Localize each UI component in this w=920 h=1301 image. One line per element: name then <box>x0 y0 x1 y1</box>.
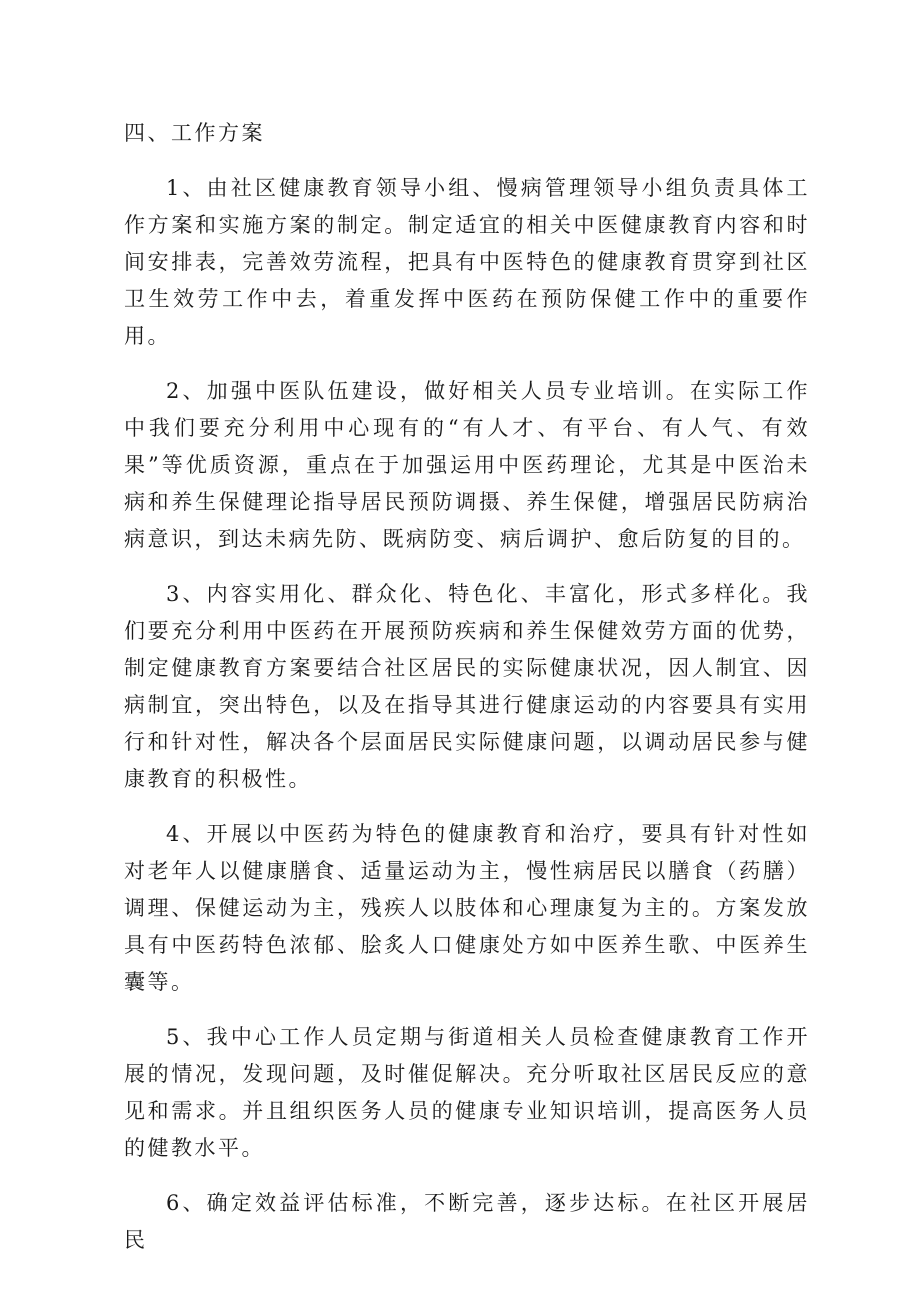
paragraph-4: 4、开展以中医药为特色的健康教育和治疗，要具有针对性如对老年人以健康膳食、适量运动为主，慢性病居民以膳食（药膳）调理、保健运动为主，残疾人以肢体和心理康复为主的。方案发放具有中医药特色浓郁、脍炙人口健康处方如中医养生歌、中医养生囊等。 <box>124 822 810 994</box>
section-heading: 四、工作方案 <box>124 121 265 145</box>
paragraph-3: 3、内容实用化、群众化、特色化、丰富化，形式多样化。我们要充分利用中医药在开展预防疾病和养生保健效劳方面的优势，制定健康教育方案要结合社区居民的实际健康状况，因人制宜、因病制宜，突出特色，以及在指导其进行健康运动的内容要具有实用行和针对性，解决各个层面居民实际健康问题，以调动居民参与健康教育的积极性。 <box>124 582 810 791</box>
paragraph-1: 1、由社区健康教育领导小组、慢病管理领导小组负责具体工作方案和实施方案的制定。制定适宜的相关中医健康教育内容和时间安排表，完善效劳流程，把具有中医特色的健康教育贯穿到社区卫生效劳工作中去，着重发挥中医药在预防保健工作中的重要作用。 <box>124 176 810 348</box>
paragraph-2: 2、加强中医队伍建设，做好相关人员专业培训。在实际工作中我们要充分利用中心现有的“有人才、有平台、有人气、有效果”等优质资源，重点在于加强运用中医药理论，尤其是中医治未病和养生保健理论指导居民预防调摄、养生保健，增强居民防病治病意识，到达未病先防、既病防变、病后调护、愈后防复的目的。 <box>124 379 810 551</box>
document-body <box>124 115 810 1277</box>
paragraph-6: 6、确定效益评估标准，不断完善，逐步达标。在社区开展居民 <box>124 1191 810 1252</box>
paragraph-5: 5、我中心工作人员定期与街道相关人员检查健康教育工作开展的情况，发现问题，及时催促解决。充分听取社区居民反应的意见和需求。并且组织医务人员的健康专业知识培训，提高医务人员的健教水平。 <box>124 1025 810 1160</box>
